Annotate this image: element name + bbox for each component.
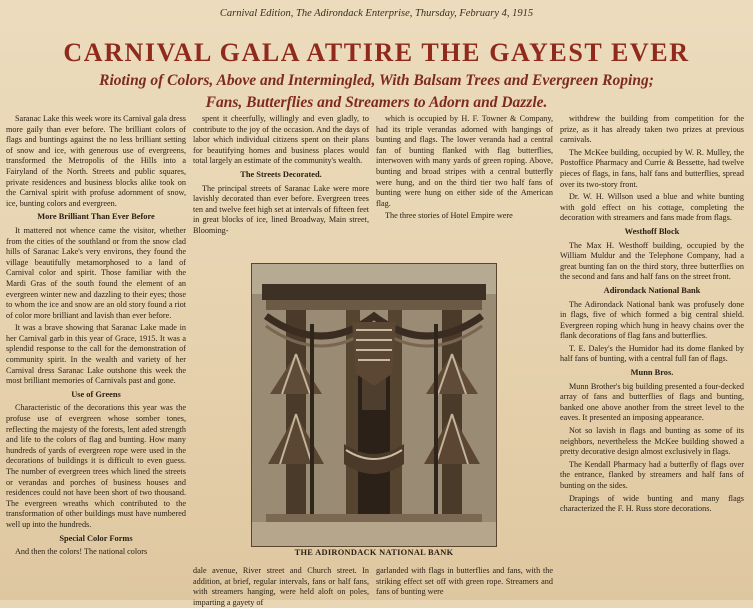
section-heading: The Streets Decorated. [240, 169, 322, 179]
dateline: Carnival Edition, The Adirondack Enterprise, Thursday, February 4, 1915 [219, 8, 534, 19]
paragraph: dale avenue, River street and Church street. In addition, at brief, regular intervals, fans or half fans, with streamers hanging, were held aloft on poles, imparting a gayety of [193, 566, 369, 607]
paragraph: garlanded with flags in butterflies and fans, with the striking effect set off with green rope. Streamers and fans of bunting were [376, 566, 553, 597]
section-heading: More Brilliant Than Ever Before [37, 212, 155, 222]
article-column-1 [6, 114, 186, 600]
subheadline-line-2: Fans, Butterflies and Streamers to Adorn and Dazzle. [205, 94, 548, 111]
paragraph: The Kendall Pharmacy had a butterfly of flags over the entrance, flanked by streamers and half fans of bunting on the sides. [560, 459, 744, 490]
paragraph: The McKee building, occupied by W. R. Mulley, the Postoffice Pharmacy and Currie & Bessette, had twelve pieces of flags, in fans, half fans and butterflies, spread over its two-story front. [560, 147, 744, 189]
paragraph: And then the colors! The national colors [15, 547, 148, 557]
paragraph: The principal streets of Saranac Lake were more lavishly decorated than ever before. Evergreen trees ten and twelve feet high set at intervals of fifteen feet in great blocks of ice, lined Broadway, Main street, Blooming- [193, 183, 369, 235]
paragraph: Not so lavish in flags and bunting as some of its neighbors, nevertheless the McKee building showed a pretty decorative design almost exclusively in flags. [560, 426, 744, 457]
photo-caption: THE ADIRONDACK NATIONAL BANK [294, 548, 454, 557]
section-heading: Adirondack National Bank [603, 285, 701, 295]
paragraph: spent it cheerfully, willingly and even gladly, to contribute to the joy of the occasion. And the days of labor which individual citizens spent on their plans for beautifying homes and business places would total largely an estimate of the community's wealth. [193, 114, 369, 166]
paragraph: Saranac Lake this week wore its Carnival gala dress more gaily than ever before. The brilliant colors of flags and buntings against the no less brilliant setting of snow and ice, with generous use of evergreens, transformed the Metropolis of the Hills into a Fairyland of the North. Streets and public squares, private residences and business blocks alike took on the Carnival spirit with profuse adornment of snow, ice, bunting colors and evergreen. [6, 114, 186, 208]
paragraph: Characteristic of the decorations this year was the profuse use of evergreen whose somber tones, reflecting the majesty of the forests, lent aded strength and life to the colors of flag and bunting. How many hundreds of yards of evergreen rope were used in the decorations of buildings it is difficult to even guess. The number of evergreen trees which lined the streets or verandas and porches of business houses and residences could not have been short of two thousand. The evergreen wreaths which contributed to the transformation of other buildings must have numbered well up into the hundreds. [6, 403, 186, 529]
paragraph: which is occupied by H. F. Towner & Company, had its triple verandas adorned with hangings of bunting and flags. The lower veranda had a central fan of bunting flanked with flag butterflies, interwoven with many yards of green roping. Above, bunting and broad stripes with a central butterfly were hung, and on the third tier two half fans of bunting were hung on either side of the American flag. [376, 114, 553, 208]
article-column-4 [560, 114, 744, 600]
article-column-2 [193, 114, 369, 262]
bank-photograph [251, 263, 497, 547]
paragraph: Munn Brother's big building presented a four-decked array of fans and butterflies of flags and bunting, banked one above another from the street level to the eaves. It presented an imposing appearance. [560, 381, 744, 423]
section-heading: Munn Bros. [630, 368, 674, 378]
headline: CARNIVAL GALA ATTIRE THE GAYEST EVER [63, 38, 690, 67]
article-column-2-continued [193, 566, 369, 607]
paragraph: withdrew the building from competition for the prize, as it has already taken two prizes at previous carnivals. [560, 114, 744, 145]
paragraph: Dr. W. H. Willson used a blue and white bunting with gold effect on his cottage, completing the decoration with streamers and fans made from flags. [560, 192, 744, 223]
bank-facade-illustration [252, 264, 496, 546]
paragraph: The Adirondack National bank was profusely done in flags, five of which formed a big central shield. Evergreen roping which hung in heavy chains over the flank decorations of flag fans and butterflies. [560, 299, 744, 341]
article-column-3-continued [376, 566, 553, 600]
section-heading: Special Color Forms [59, 533, 133, 543]
paragraph: Drapings of wide bunting and many flags characterized the F. H. Russ store decorations. [560, 493, 744, 514]
paragraph: The three stories of Hotel Empire were [385, 211, 513, 221]
section-heading: Use of Greens [71, 389, 121, 399]
paragraph: The Max H. Westhoff building, occupied by the William Muldur and the Telephone Company, had a great bunting fan on the third story, three butterflies on the second and fans and half fans on the street front. [560, 240, 744, 282]
paragraph: It mattered not whence came the visitor, whether from the cities of the southland or from the snow clad hills of Saranac Lake's very environs, they found the village beautifully metamorphosed to a land of Carnival color and spirit. Those familiar with the Mardi Gras of the south found the element of an evergreen winter new and dazzling to their eyes; those to whom the ice and snow are an old story found a riot of color more brilliant and lavish than ever before. [6, 225, 186, 320]
subheadline-line-1: Rioting of Colors, Above and Intermingled, With Balsam Trees and Evergreen Roping; [99, 72, 654, 89]
paragraph: T. E. Daley's the Humidor had its dome flanked by half fans of bunting, with a central full fan of flags. [560, 343, 744, 364]
paragraph: It was a brave showing that Saranac Lake made in her Carnival garb in this year of Grace, 1915. It was a splendid response to the call for the demonstration of community spirit. In the wealth and variety of her Carnival dress Saranac Lake outshone this week the most brilliant memories of Carnivals past and gone. [6, 323, 186, 386]
article-column-3 [376, 114, 553, 262]
section-heading: Westhoff Block [624, 226, 680, 236]
